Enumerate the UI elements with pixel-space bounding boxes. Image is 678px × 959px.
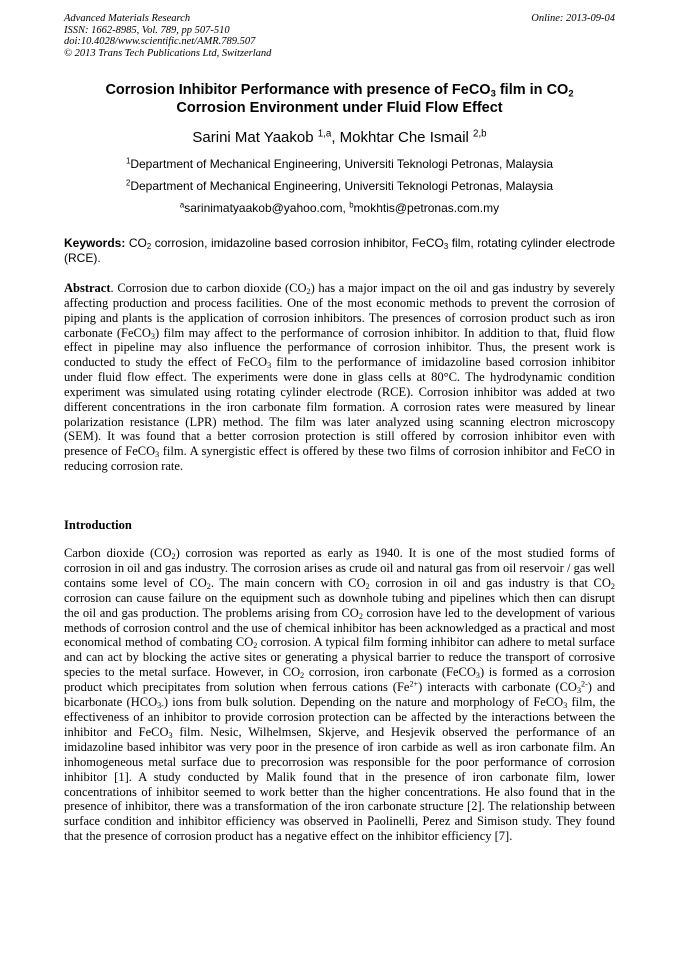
- title-subscript: 2: [568, 87, 574, 99]
- body-text: ) and bicarbonate (HCO: [64, 680, 615, 710]
- subscript: 3: [443, 241, 449, 251]
- body-text: corrosion, iron carbonate (FeCO: [304, 665, 476, 680]
- affiliation-text: Department of Mechanical Engineering, Universiti Teknologi Petronas, Malaysia: [130, 179, 553, 193]
- superscript: 2-: [581, 679, 588, 689]
- subscript: 2: [358, 611, 363, 621]
- author-name: Sarini Mat Yaakob: [192, 129, 318, 146]
- abstract-text: . Corrosion due to carbon dioxide (CO: [110, 281, 307, 295]
- subscript: 3: [168, 730, 173, 740]
- subscript: 2: [171, 552, 176, 562]
- subscript: 3: [150, 331, 155, 341]
- subscript: 2: [610, 581, 615, 591]
- keywords-text: CO: [125, 236, 147, 250]
- affiliation-number: 2: [125, 178, 131, 188]
- body-text: corrosion. A typical film forming inhibitor can adhere to metal surface and can act by blocking the active sites or generating a physical barrier to reduce the transport of corrosive species to the metal surface. However, in CO: [64, 635, 615, 680]
- body-text: film, the effectiveness of an inhibitor to provide corrosion protection can be affected by the interactions between the inhibitor and FeCO: [64, 695, 616, 739]
- body-text: . The main concern with CO: [210, 575, 366, 590]
- introduction-heading: Introduction: [64, 518, 132, 532]
- title-subscript: 3: [490, 87, 496, 99]
- body-text: ) corrosion was reported as early as 1940. It is one of the most studied forms of corrosion in oil and gas industry. The corrosion arises as crude oil and natural gas from oil reservoir / gas well contains some level of CO: [64, 546, 615, 590]
- keywords-section: [64, 236, 615, 265]
- subscript: 3: [576, 686, 582, 696]
- email-link[interactable]: sarinimatyaakob@yahoo.com,: [184, 201, 350, 215]
- subscript: 2: [300, 671, 305, 681]
- online-date: Online: 2013-09-04: [531, 13, 615, 24]
- copyright-line: © 2013 Trans Tech Publications Ltd, Switzerland: [64, 47, 272, 59]
- title-text: Corrosion Inhibitor Performance with presence of FeCO: [105, 82, 491, 98]
- subscript: 3: [267, 361, 272, 371]
- body-text: corrosion in oil and gas industry is that CO: [369, 575, 611, 590]
- email-marker: a: [179, 200, 185, 210]
- superscript: 2+: [409, 679, 419, 689]
- body-text: film. Nesic, Wilhelmsen, Skjerve, and Hesjevik observed the performance of an imidazoline based inhibitor was very poor in the presence of iron carbide as well as iron carbonate film. An inhomogeneous metal surface due to precorrosion was responsible for the poor performance of corrosion inhibitor [1]. A study conducted by Malik found that in the presence of iron carbonate film, lower concentrations of inhibitor seemed to work better than the higher concentrations. He also found that in the presence of inhibitor, there was a transformation of the iron carbonate structure [2]. The relationship between surface condition and inhibitor efficiency was observed in Paolinelli, Perez and Simison study. They found that the presence of corrosion product has a negative effect on the inhibitor efficiency [7].: [64, 724, 616, 844]
- subscript: 2: [146, 241, 152, 251]
- subscript: 3: [563, 701, 568, 711]
- introduction-body: [64, 546, 615, 844]
- abstract-section: [64, 281, 615, 474]
- body-text: ) ions from bulk solution. Depending on the nature and morphology of FeCO: [163, 695, 564, 710]
- keywords-text: film, rotating cylinder electrode (RCE).: [64, 236, 615, 265]
- subscript: 3-: [157, 701, 164, 711]
- subscript: 2: [253, 641, 258, 651]
- issn-line: ISSN: 1662-8985, Vol. 789, pp 507-510: [64, 24, 230, 36]
- abstract-text: film. A synergistic effect is offered by these two films of corrosion inhibitor and FeCO in reducing corrosion rate.: [64, 444, 616, 474]
- email-link[interactable]: mokhtis@petronas.com.my: [353, 201, 500, 215]
- affiliation-text: Department of Mechanical Engineering, Universiti Teknologi Petronas, Malaysia: [130, 157, 553, 171]
- email-marker: b: [349, 200, 354, 210]
- author-separator: ,: [331, 129, 340, 146]
- abstract-text: ) film may affect to the performance of corrosion inhibitor. In addition to that, fluid flow effect in pipeline may also influence the performance of corrosion inhibitor. Thus, the present work is conducted to study the effect of FeCO: [64, 325, 616, 370]
- subscript: 3: [475, 671, 480, 681]
- affiliation-1: [64, 157, 615, 172]
- keywords-label: Keywords:: [64, 236, 126, 250]
- keywords-text: corrosion, imidazoline based corrosion inhibitor, FeCO: [151, 236, 444, 250]
- author-list: [64, 129, 615, 147]
- abstract-text: film to the performance of imidazoline based corrosion inhibitor under fluid flow effect. The experiments were done in glass cells at 80°C. The hydrodynamic condition experiment was simulated using rotating cylinder electrode (RCE). Corrosion inhibitor was added at two different concentrations in the iron carbonate film formation. A corrosion rates were measured by linear polarization resistance (LPR) method. The film was later analyzed using scanning electron microscopy (SEM). It was found that a better corrosion protection is still offered by corrosion inhibitor even with presence of FeCO: [64, 355, 615, 459]
- affiliation-2: [64, 179, 615, 194]
- subscript: 2: [206, 581, 211, 591]
- author-name: Mokhtar Che Ismail: [339, 129, 474, 146]
- body-text: ) is formed as a corrosion product which precipitates from solution when ferrous cations (Fe: [64, 665, 615, 695]
- author-affiliation-marker: 2,b: [473, 128, 487, 140]
- paper-title: [64, 81, 615, 117]
- body-text: ) interacts with carbonate (CO: [418, 680, 577, 695]
- title-line-2: Corrosion Environment under Fluid Flow Effect: [176, 100, 503, 116]
- doi-line: doi:10.4028/www.scientific.net/AMR.789.507: [64, 36, 256, 47]
- journal-name: Advanced Materials Research: [64, 13, 191, 24]
- body-text: corrosion can cause failure on the equipment such as downhole tubing and pipelines which then can disrupt the oil and gas production. The problems arising from CO: [64, 590, 615, 620]
- subscript: 3: [155, 450, 160, 460]
- body-text: Carbon dioxide (CO: [64, 546, 172, 560]
- title-text: film in CO: [495, 82, 569, 98]
- abstract-text: ) has a major impact on the oil and gas industry by severely affecting production and process facilities. One of the most economic methods to prevent the corrosion of piping and plants is the application of corrosion inhibitors. The presences of corrosion product such as iron carbonate (FeCO: [64, 281, 615, 340]
- author-emails: [64, 201, 615, 216]
- subscript: 2: [365, 581, 370, 591]
- author-affiliation-marker: 1,a: [317, 128, 332, 140]
- abstract-label: Abstract: [64, 281, 111, 295]
- subscript: 2: [306, 287, 311, 297]
- body-text: corrosion have led to the development of various methods of corrosion control and the use of chemical inhibitor has been acknowledged as a practical and most economical method of combating CO: [64, 605, 615, 650]
- journal-header: [64, 13, 615, 59]
- affiliation-number: 1: [125, 156, 131, 166]
